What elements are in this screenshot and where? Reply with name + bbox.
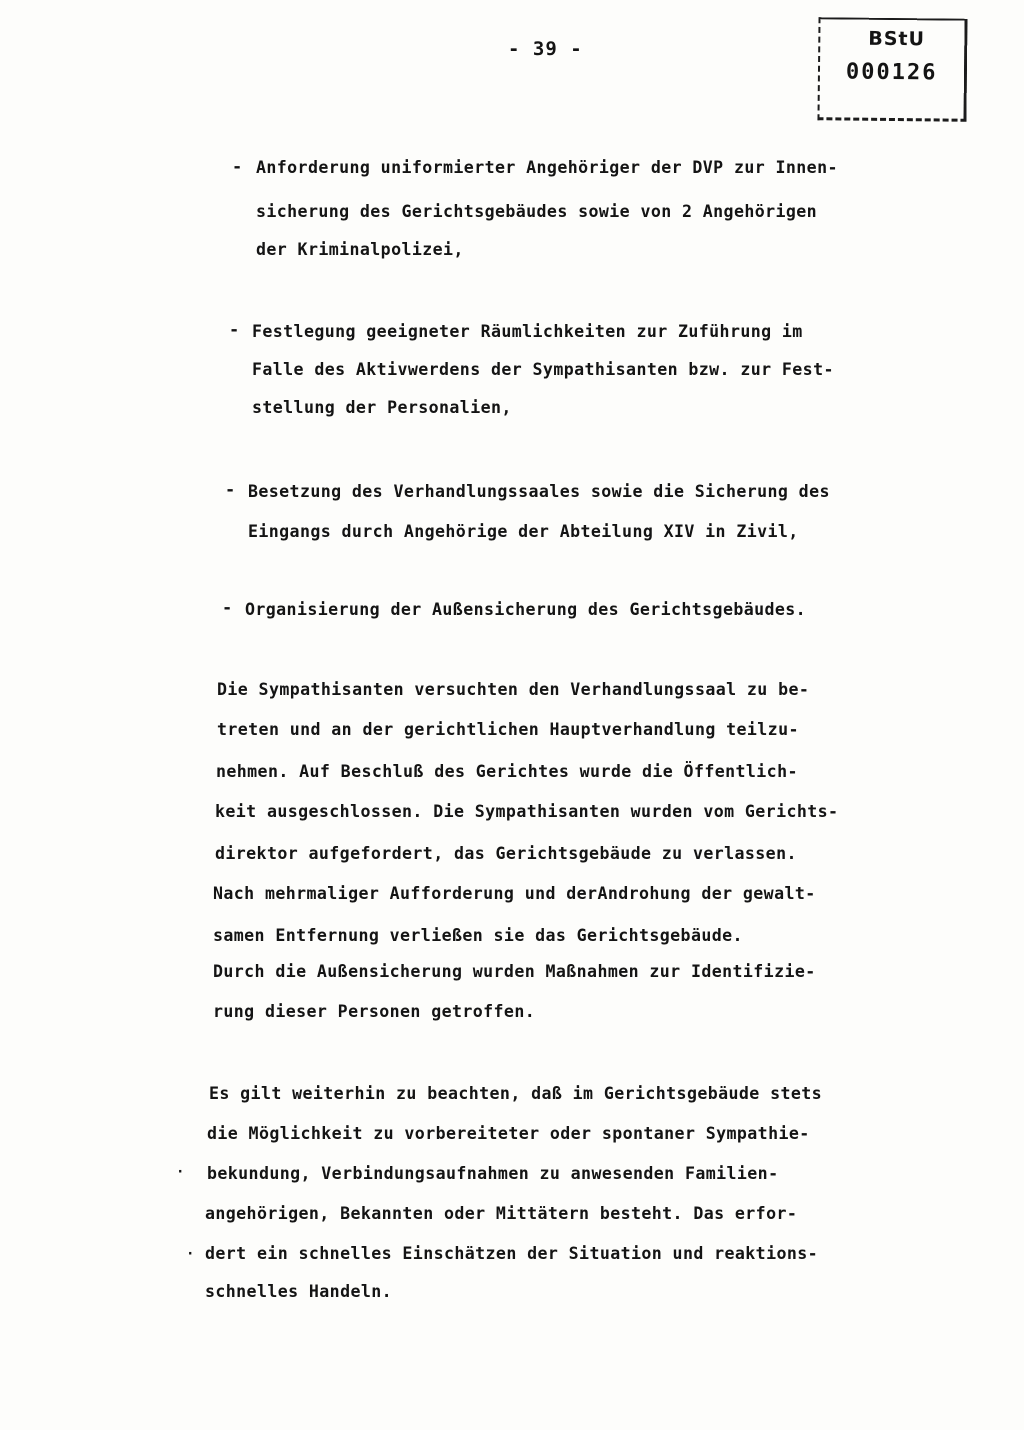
bullet-line: Festlegung geeigneter Räumlichkeiten zur Zuführung im bbox=[252, 322, 803, 341]
paragraph-line: direktor aufgefordert, das Gerichtsgebäude zu verlassen. bbox=[215, 844, 797, 863]
stamp-archive-number: 000126 bbox=[845, 59, 938, 86]
bullet-dash: - bbox=[232, 157, 243, 177]
bullet-line: stellung der Personalien, bbox=[252, 398, 512, 417]
bullet-dash: - bbox=[229, 320, 240, 340]
paragraph-line: Nach mehrmaliger Aufforderung und derAndrohung der gewalt- bbox=[213, 884, 816, 903]
archive-stamp bbox=[817, 17, 967, 122]
bullet-line: Anforderung uniformierter Angehöriger der DVP zur Innen- bbox=[256, 158, 838, 177]
bullet-line: Falle des Aktivwerdens der Sympathisanten bzw. zur Fest- bbox=[252, 360, 834, 379]
paragraph-line: angehörigen, Bekannten oder Mittätern besteht. Das erfor- bbox=[205, 1204, 798, 1223]
paragraph-line: rung dieser Personen getroffen. bbox=[213, 1002, 536, 1021]
bullet-line: Besetzung des Verhandlungssaales sowie die Sicherung des bbox=[248, 482, 830, 501]
stamp-agency-label: BStU bbox=[868, 27, 926, 51]
paragraph-line: treten und an der gerichtlichen Hauptverhandlung teilzu- bbox=[217, 720, 799, 739]
paragraph-line: Durch die Außensicherung wurden Maßnahmen zur Identifizie- bbox=[213, 962, 816, 981]
paragraph-line: schnelles Handeln. bbox=[205, 1282, 393, 1301]
paragraph-line: dert ein schnelles Einschätzen der Situation und reaktions- bbox=[205, 1244, 819, 1263]
bullet-line: Eingangs durch Angehörige der Abteilung XIV in Zivil, bbox=[248, 522, 799, 541]
paragraph-line: keit ausgeschlossen. Die Sympathisanten wurden vom Gerichts- bbox=[215, 802, 839, 821]
bullet-line: Organisierung der Außensicherung des Gerichtsgebäudes. bbox=[245, 600, 807, 619]
paragraph-line: samen Entfernung verließen sie das Gerichtsgebäude. bbox=[213, 926, 743, 945]
paragraph-line: die Möglichkeit zu vorbereiteter oder spontaner Sympathie- bbox=[207, 1124, 810, 1143]
margin-dot: · bbox=[186, 1246, 195, 1262]
bullet-dash: - bbox=[225, 480, 236, 500]
margin-dot: · bbox=[176, 1164, 185, 1180]
bullet-line: der Kriminalpolizei, bbox=[256, 240, 464, 259]
bullet-line: sicherung des Gerichtsgebäudes sowie von 2 Angehörigen bbox=[256, 202, 818, 221]
paragraph-line: bekundung, Verbindungsaufnahmen zu anwesenden Familien- bbox=[207, 1164, 779, 1183]
bullet-dash: - bbox=[222, 598, 233, 618]
page-number: - 39 - bbox=[508, 38, 583, 60]
paragraph-line: Es gilt weiterhin zu beachten, daß im Gerichtsgebäude stets bbox=[209, 1084, 823, 1103]
paragraph-line: nehmen. Auf Beschluß des Gerichtes wurde die Öffentlich- bbox=[216, 762, 798, 781]
paragraph-line: Die Sympathisanten versuchten den Verhandlungssaal zu be- bbox=[217, 680, 810, 699]
